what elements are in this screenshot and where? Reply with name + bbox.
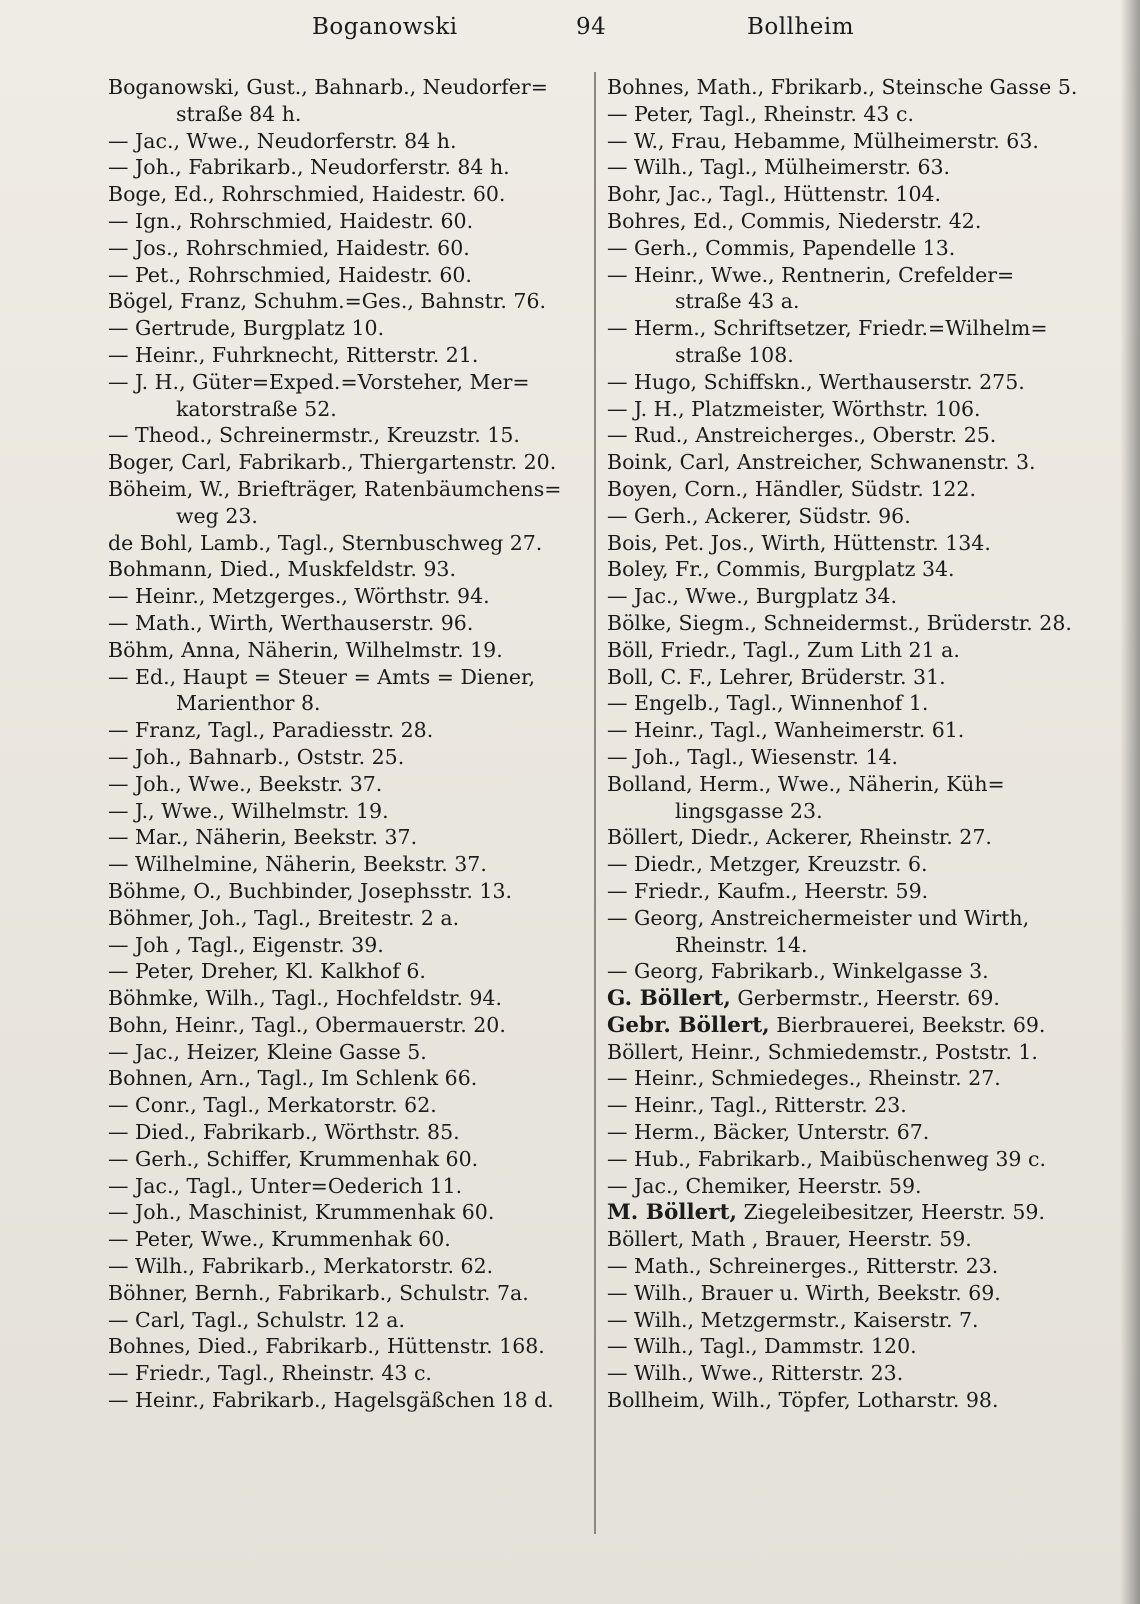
directory-entry-line <box>108 1039 578 1066</box>
directory-entry-line <box>108 664 578 691</box>
entry-text: — Gerh., Schiffer, Krummenhak 60. <box>108 1146 479 1171</box>
entry-text: Böllert, Heinr., Schmiedemstr., Poststr. 1. <box>607 1039 1038 1064</box>
entry-text: Boley, Fr., Commis, Burgplatz 34. <box>607 557 955 582</box>
directory-entry-line <box>108 1119 578 1146</box>
directory-entry-line <box>607 1119 1077 1146</box>
entry-text: — Math., Wirth, Werthauserstr. 96. <box>108 610 474 635</box>
entry-bold-name: G. Böllert, <box>607 986 731 1012</box>
entry-text: Ziegeleibesitzer, Heerstr. 59. <box>737 1200 1045 1225</box>
directory-entry-line <box>607 1146 1077 1173</box>
directory-entry-line <box>607 1226 1077 1253</box>
entry-text: — Gerh., Commis, Papendelle 13. <box>607 235 956 260</box>
entry-text: Böheim, W., Briefträger, Ratenbäumchens= <box>108 476 562 501</box>
directory-entry-line <box>108 637 578 664</box>
entry-text: — Hugo, Schiffskn., Werthauserstr. 275. <box>607 369 1025 394</box>
directory-entry-line <box>607 1039 1077 1066</box>
entry-text: — Conr., Tagl., Merkatorstr. 62. <box>108 1093 437 1118</box>
directory-entry-line <box>108 744 578 771</box>
entry-text: — Friedr., Tagl., Rheinstr. 43 c. <box>108 1361 432 1386</box>
directory-entry-line <box>607 1065 1077 1092</box>
directory-entry-line <box>108 101 578 128</box>
directory-entry-line <box>607 932 1077 959</box>
directory-entry-line <box>108 1333 578 1360</box>
entry-text: Böll, Friedr., Tagl., Zum Lith 21 a. <box>607 637 960 662</box>
directory-entry-line <box>108 1199 578 1226</box>
entry-text: Bohmann, Died., Muskfeldstr. 93. <box>108 557 456 582</box>
directory-entry-line <box>108 422 578 449</box>
entry-text: — Heinr., Wwe., Rentnerin, Crefelder= <box>607 262 1015 287</box>
directory-entry-line <box>108 958 578 985</box>
entry-text: — Jac., Tagl., Unter=Oederich 11. <box>108 1173 463 1198</box>
directory-entry-line <box>108 1360 578 1387</box>
directory-entry-line <box>607 958 1077 985</box>
entry-text: — Joh., Bahnarb., Oststr. 25. <box>108 744 405 769</box>
entry-text: — Franz, Tagl., Paradiesstr. 28. <box>108 718 434 743</box>
entry-text: Boganowski, Gust., Bahnarb., Neudorfer= <box>108 75 548 99</box>
entry-text: — Wilh., Brauer u. Wirth, Beekstr. 69. <box>607 1280 1001 1305</box>
directory-entry-line <box>607 1280 1077 1307</box>
directory-entry-line <box>607 583 1077 610</box>
directory-entry-line <box>607 1333 1077 1360</box>
directory-entry-line <box>108 1307 578 1334</box>
entry-text: — Wilhelmine, Näherin, Beekstr. 37. <box>108 852 487 877</box>
directory-entry-line <box>607 1253 1077 1280</box>
entry-text: — Heinr., Tagl., Ritterstr. 23. <box>607 1093 907 1118</box>
entry-text: — Heinr., Fuhrknecht, Ritterstr. 21. <box>108 342 479 367</box>
directory-entry-line <box>108 74 578 101</box>
directory-entry-line <box>607 181 1077 208</box>
entry-text: — Joh , Tagl., Eigenstr. 39. <box>108 932 384 957</box>
directory-entry-line <box>607 717 1077 744</box>
directory-entry-line <box>108 1253 578 1280</box>
entry-text: Boink, Carl, Anstreicher, Schwanenstr. 3. <box>607 450 1036 475</box>
directory-entry-line <box>607 824 1077 851</box>
entry-text: Boge, Ed., Rohrschmied, Haidestr. 60. <box>108 182 506 207</box>
entry-text: — Gerh., Ackerer, Südstr. 96. <box>607 503 911 528</box>
entry-text: — Heinr., Fabrikarb., Hagelsgäßchen 18 d. <box>108 1388 554 1413</box>
directory-entry-line <box>607 690 1077 717</box>
entry-text: — J. H., Platzmeister, Wörthstr. 106. <box>607 396 981 421</box>
directory-entry-line <box>108 288 578 315</box>
directory-entry-line <box>607 74 1077 101</box>
entry-text: — J., Wwe., Wilhelmstr. 19. <box>108 798 389 823</box>
entry-text: straße 84 h. <box>176 101 302 126</box>
entry-text: Bollheim, Wilh., Töpfer, Lotharstr. 98. <box>607 1388 999 1413</box>
directory-entry-line <box>607 1012 1077 1039</box>
directory-entry-line <box>607 288 1077 315</box>
entry-text: — Heinr., Schmiedeges., Rheinstr. 27. <box>607 1066 1001 1091</box>
directory-entry-line <box>607 1387 1077 1414</box>
entry-text: Bögel, Franz, Schuhm.=Ges., Bahnstr. 76. <box>108 289 547 314</box>
directory-entry-line <box>607 1307 1077 1334</box>
entry-text: — Heinr., Metzgerges., Wörthstr. 94. <box>108 584 490 609</box>
right-column <box>607 74 1077 1414</box>
directory-entry-line <box>607 262 1077 289</box>
entry-text: — Diedr., Metzger, Kreuzstr. 6. <box>607 852 928 877</box>
directory-entry-line <box>607 369 1077 396</box>
directory-entry-line <box>607 798 1077 825</box>
entry-text: — Ed., Haupt = Steuer = Amts = Diener, <box>108 664 536 689</box>
page-header <box>0 14 1140 54</box>
entry-text: — Friedr., Kaufm., Heerstr. 59. <box>607 878 929 903</box>
entry-text: — Math., Schreinerges., Ritterstr. 23. <box>607 1254 999 1279</box>
entry-text: lingsgasse 23. <box>675 798 823 823</box>
entry-text: Bohn, Heinr., Tagl., Obermauerstr. 20. <box>108 1012 506 1037</box>
directory-entry-line <box>108 798 578 825</box>
directory-entry-line <box>607 610 1077 637</box>
directory-entry-line <box>607 1092 1077 1119</box>
directory-entry-line <box>108 878 578 905</box>
entry-bold-name: Gebr. Böllert, <box>607 1012 770 1038</box>
entry-text: Bolland, Herm., Wwe., Näherin, Küh= <box>607 771 1005 796</box>
directory-entry-line <box>108 530 578 557</box>
entry-text: — Wilh., Fabrikarb., Merkatorstr. 62. <box>108 1254 494 1279</box>
entry-text: — Theod., Schreinermstr., Kreuzstr. 15. <box>108 423 520 448</box>
entry-text: Bohnen, Arn., Tagl., Im Schlenk 66. <box>108 1066 478 1091</box>
directory-entry-line <box>108 1092 578 1119</box>
directory-entry-line <box>607 664 1077 691</box>
entry-text: — Pet., Rohrschmied, Haidestr. 60. <box>108 262 472 287</box>
entry-text: — Hub., Fabrikarb., Maibüschenweg 39 c. <box>607 1146 1046 1171</box>
entry-text: — Rud., Anstreicherges., Oberstr. 25. <box>607 423 997 448</box>
entry-text: weg 23. <box>176 503 258 528</box>
entry-text: Böllert, Math , Brauer, Heerstr. 59. <box>607 1227 972 1252</box>
directory-entry-line <box>108 824 578 851</box>
directory-entry-line <box>108 235 578 262</box>
entry-text: Boll, C. F., Lehrer, Brüderstr. 31. <box>607 664 946 689</box>
directory-entry-line <box>607 1360 1077 1387</box>
entry-text: Boyen, Corn., Händler, Südstr. 122. <box>607 476 976 501</box>
entry-text: Gerbermstr., Heerstr. 69. <box>730 986 1000 1011</box>
entry-text: — Jac., Chemiker, Heerstr. 59. <box>607 1173 922 1198</box>
directory-entry-line <box>607 449 1077 476</box>
directory-entry-line <box>607 851 1077 878</box>
directory-entry-line <box>108 181 578 208</box>
directory-entry-line <box>108 503 578 530</box>
entry-text: — Georg, Anstreichermeister und Wirth, <box>607 905 1030 930</box>
directory-entry-line <box>108 369 578 396</box>
entry-text: Bois, Pet. Jos., Wirth, Hüttenstr. 134. <box>607 530 991 555</box>
directory-entry-line <box>108 1065 578 1092</box>
directory-entry-line <box>108 1280 578 1307</box>
directory-entry-line <box>607 422 1077 449</box>
directory-entry-line <box>108 985 578 1012</box>
entry-text: Böhmke, Wilh., Tagl., Hochfeldstr. 94. <box>108 986 502 1011</box>
directory-entry-line <box>108 342 578 369</box>
directory-entry-line <box>607 1173 1077 1200</box>
directory-entry-line <box>108 583 578 610</box>
directory-entry-line <box>108 717 578 744</box>
directory-entry-line <box>607 235 1077 262</box>
entry-text: — Gertrude, Burgplatz 10. <box>108 316 385 341</box>
entry-text: Bohr, Jac., Tagl., Hüttenstr. 104. <box>607 182 942 207</box>
directory-entry-line <box>607 154 1077 181</box>
directory-entry-line <box>607 315 1077 342</box>
entry-text: straße 108. <box>675 342 794 367</box>
directory-entry-line <box>108 128 578 155</box>
page-number: 94 <box>576 14 607 40</box>
entry-text: — Herm., Schriftsetzer, Friedr.=Wilhelm= <box>607 316 1048 341</box>
entry-bold-name: M. Böllert, <box>607 1200 738 1226</box>
left-column <box>108 74 578 1414</box>
entry-text: — Wilh., Tagl., Mülheimerstr. 63. <box>607 155 951 180</box>
page-edge-shadow <box>1120 0 1140 1604</box>
directory-entry-line <box>607 128 1077 155</box>
entry-text: Bohres, Ed., Commis, Niederstr. 42. <box>607 208 982 233</box>
directory-entry-line <box>607 985 1077 1012</box>
entry-text: Böhner, Bernh., Fabrikarb., Schulstr. 7a. <box>108 1280 529 1305</box>
entry-text: — Joh., Wwe., Beekstr. 37. <box>108 771 383 796</box>
entry-text: — Wilh., Metzgermstr., Kaiserstr. 7. <box>607 1307 979 1332</box>
entry-text: Böhmer, Joh., Tagl., Breitestr. 2 a. <box>108 905 460 930</box>
directory-entry-line <box>607 396 1077 423</box>
entry-text: — Jac., Wwe., Burgplatz 34. <box>607 584 898 609</box>
directory-entry-line <box>607 342 1077 369</box>
entry-text: — Joh., Maschinist, Krummenhak 60. <box>108 1200 495 1225</box>
directory-entry-line <box>607 101 1077 128</box>
column-divider <box>594 72 596 1534</box>
directory-entry-line <box>108 154 578 181</box>
entry-text: — Georg, Fabrikarb., Winkelgasse 3. <box>607 959 989 984</box>
entry-text: — J. H., Güter=Exped.=Vorsteher, Mer= <box>108 369 530 394</box>
directory-entry-line <box>607 878 1077 905</box>
entry-text: — Wilh., Tagl., Dammstr. 120. <box>607 1334 917 1359</box>
entry-text: Bölke, Siegm., Schneidermst., Brüderstr. 28. <box>607 610 1072 635</box>
directory-entry-line <box>108 556 578 583</box>
directory-entry-line <box>607 530 1077 557</box>
directory-entry-line <box>607 556 1077 583</box>
directory-entry-line <box>108 851 578 878</box>
directory-entry-line <box>108 1387 578 1414</box>
directory-entry-line <box>607 744 1077 771</box>
directory-entry-line <box>108 610 578 637</box>
entry-text: — Peter, Tagl., Rheinstr. 43 c. <box>607 101 914 126</box>
entry-text: — Joh., Fabrikarb., Neudorferstr. 84 h. <box>108 155 510 180</box>
directory-entry-line <box>108 1173 578 1200</box>
entry-text: straße 43 a. <box>675 289 800 314</box>
directory-entry-line <box>108 476 578 503</box>
entry-text: — Peter, Wwe., Krummenhak 60. <box>108 1227 451 1252</box>
entry-text: — Joh., Tagl., Wiesenstr. 14. <box>607 744 899 769</box>
entry-text: katorstraße 52. <box>176 396 337 421</box>
entry-text: — Carl, Tagl., Schulstr. 12 a. <box>108 1307 406 1332</box>
directory-entry-line <box>108 449 578 476</box>
entry-text: — Mar., Näherin, Beekstr. 37. <box>108 825 418 850</box>
directory-entry-line <box>108 771 578 798</box>
entry-text: — Jos., Rohrschmied, Haidestr. 60. <box>108 235 470 260</box>
entry-text: Bohnes, Died., Fabrikarb., Hüttenstr. 168. <box>108 1334 545 1359</box>
directory-entry-line <box>108 315 578 342</box>
directory-entry-line <box>607 905 1077 932</box>
directory-entry-line <box>108 905 578 932</box>
entry-text: — Heinr., Tagl., Wanheimerstr. 61. <box>607 718 965 743</box>
entry-text: de Bohl, Lamb., Tagl., Sternbuschweg 27. <box>108 530 543 555</box>
entry-text: Böllert, Diedr., Ackerer, Rheinstr. 27. <box>607 825 992 850</box>
entry-text: — Died., Fabrikarb., Wörthstr. 85. <box>108 1120 460 1145</box>
directory-entry-line <box>108 932 578 959</box>
entry-text: — Jac., Wwe., Neudorferstr. 84 h. <box>108 128 457 153</box>
directory-entry-line <box>607 503 1077 530</box>
directory-entry-line <box>607 476 1077 503</box>
directory-entry-line <box>108 262 578 289</box>
entry-text: Bohnes, Math., Fbrikarb., Steinsche Gasse 5. <box>607 75 1078 99</box>
entry-text: — Jac., Heizer, Kleine Gasse 5. <box>108 1039 427 1064</box>
entry-text: Rheinstr. 14. <box>675 932 808 957</box>
header-first-entry: Boganowski <box>312 14 458 40</box>
directory-entry-line <box>607 208 1077 235</box>
entry-text: Bierbrauerei, Beekstr. 69. <box>769 1012 1046 1037</box>
entry-text: Böhm, Anna, Näherin, Wilhelmstr. 19. <box>108 637 503 662</box>
entry-text: — Wilh., Wwe., Ritterstr. 23. <box>607 1361 904 1386</box>
directory-entry-line <box>607 771 1077 798</box>
directory-entry-line <box>108 1146 578 1173</box>
entry-text: Marienthor 8. <box>176 691 321 716</box>
entry-text: — W., Frau, Hebamme, Mülheimerstr. 63. <box>607 128 1039 153</box>
directory-entry-line <box>607 1199 1077 1226</box>
directory-entry-line <box>108 396 578 423</box>
directory-entry-line <box>108 1012 578 1039</box>
entry-text: Böhme, O., Buchbinder, Josephsstr. 13. <box>108 878 513 903</box>
directory-entry-line <box>108 1226 578 1253</box>
entry-text: — Ign., Rohrschmied, Haidestr. 60. <box>108 208 474 233</box>
entry-text: — Herm., Bäcker, Unterstr. 67. <box>607 1120 930 1145</box>
entry-text: — Engelb., Tagl., Winnenhof 1. <box>607 691 929 716</box>
directory-entry-line <box>108 690 578 717</box>
entry-text: — Peter, Dreher, Kl. Kalkhof 6. <box>108 959 426 984</box>
directory-entry-line <box>607 637 1077 664</box>
directory-entry-line <box>108 208 578 235</box>
header-last-entry: Bollheim <box>747 14 855 40</box>
entry-text: Boger, Carl, Fabrikarb., Thiergartenstr. 20. <box>108 450 557 475</box>
